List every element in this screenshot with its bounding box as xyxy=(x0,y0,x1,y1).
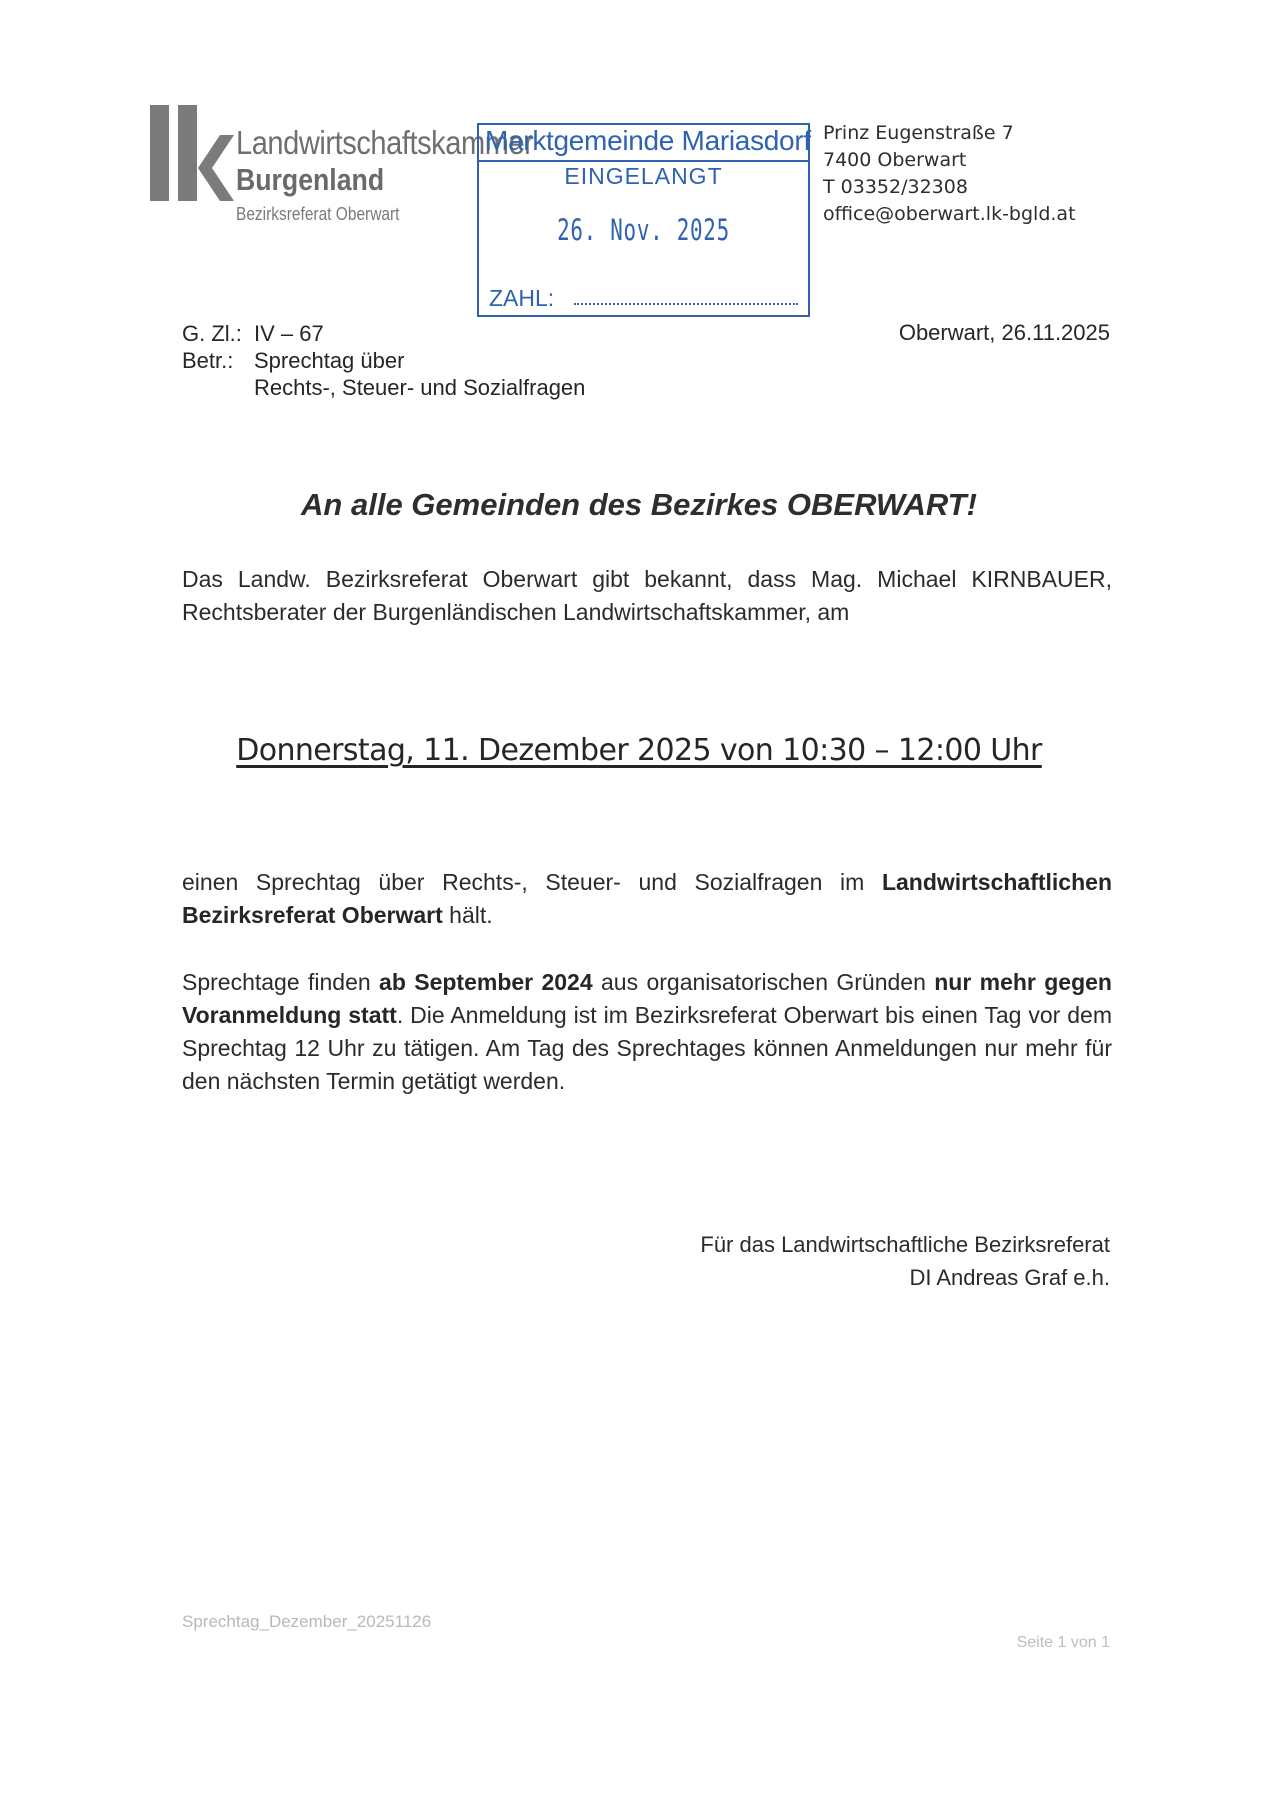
address-city: 7400 Oberwart xyxy=(823,149,967,171)
file-number-value: IV – 67 xyxy=(254,321,324,346)
notice-registration-bold: nur mehr gegen Voranmeldung statt xyxy=(182,969,1112,1028)
topic-paragraph xyxy=(182,866,1112,932)
sender-address xyxy=(823,120,1076,228)
letter-heading: An alle Gemeinden des Bezirkes OBERWART! xyxy=(301,487,977,522)
address-street: Prinz Eugenstraße 7 xyxy=(823,122,1014,144)
notice-text-3: . Die Anmeldung ist im Bezirksreferat Oberwart bis einen Tag vor dem Sprechtag 12 Uhr zu tätigen. Am Tag des Sprechtages können Anmeldungen nur mehr für den nächsten Termin getätigt werden. xyxy=(182,1002,1112,1094)
signature-block xyxy=(700,1228,1110,1294)
stamp-number-label: ZAHL: xyxy=(489,285,555,311)
intro-paragraph: Das Landw. Bezirksreferat Oberwart gibt bekannt, dass Mag. Michael KIRNBAUER, Rechtsberater der Burgenländischen Landwirtschaftskammer, am xyxy=(182,566,1112,625)
organization-name: Landwirtschaftskammer xyxy=(236,124,534,161)
stamp-municipality: Marktgemeinde Mariasdorf xyxy=(485,125,811,156)
stamp-received-label: EINGELANGT xyxy=(564,163,723,189)
stamp-divider xyxy=(479,160,808,162)
organization-region: Burgenland xyxy=(236,162,385,197)
footer-page-number: Seite 1 von 1 xyxy=(1016,1634,1110,1651)
reference-block xyxy=(182,320,585,401)
stamp-number-field xyxy=(574,303,798,305)
place-and-date: Oberwart, 26.11.2025 xyxy=(898,320,1110,345)
file-number-label: G. Zl.: xyxy=(182,321,242,346)
topic-end: hält. xyxy=(442,902,493,928)
subject-indent xyxy=(182,374,254,401)
logo-bar-k-stem xyxy=(178,105,197,201)
subject-row-2 xyxy=(182,374,585,401)
address-email: office@oberwart.lk-bgld.at xyxy=(823,203,1076,225)
event-date: Donnerstag, 11. Dezember 2025 von 10:30 – 12:00 Uhr xyxy=(236,733,1042,768)
signature-name: DI Andreas Graf e.h. xyxy=(909,1265,1110,1290)
notice-text-1: Sprechtage finden xyxy=(182,969,380,995)
subject-label: Betr.: xyxy=(182,348,234,373)
stamp-received-date: 26. Nov. 2025 xyxy=(557,213,730,247)
subject-line-1: Sprechtag über xyxy=(254,348,405,373)
signature-line-1: Für das Landwirtschaftliche Bezirksreferat xyxy=(700,1232,1110,1257)
file-number-row xyxy=(182,320,585,347)
organization-logo xyxy=(150,105,235,205)
address-phone: T 03352/32308 xyxy=(823,176,968,198)
subject-row xyxy=(182,347,585,374)
registration-notice xyxy=(182,966,1112,1098)
received-stamp xyxy=(477,123,810,317)
notice-text-2: aus organisatorischen Gründen xyxy=(592,969,935,995)
subject-line-2: Rechts-, Steuer- und Sozialfragen xyxy=(254,375,586,400)
logo-k-chevron-icon xyxy=(198,135,234,201)
logo-bar-l xyxy=(150,105,169,201)
notice-date-bold: ab September 2024 xyxy=(379,969,593,995)
topic-text: einen Sprechtag über Rechts-, Steuer- und Sozialfragen im xyxy=(182,869,882,895)
footer-document-name: Sprechtag_Dezember_20251126 xyxy=(182,1612,432,1631)
topic-location: Landwirtschaftlichen Bezirksreferat Oberwart xyxy=(182,869,1112,928)
organization-department: Bezirksreferat Oberwart xyxy=(236,204,400,224)
